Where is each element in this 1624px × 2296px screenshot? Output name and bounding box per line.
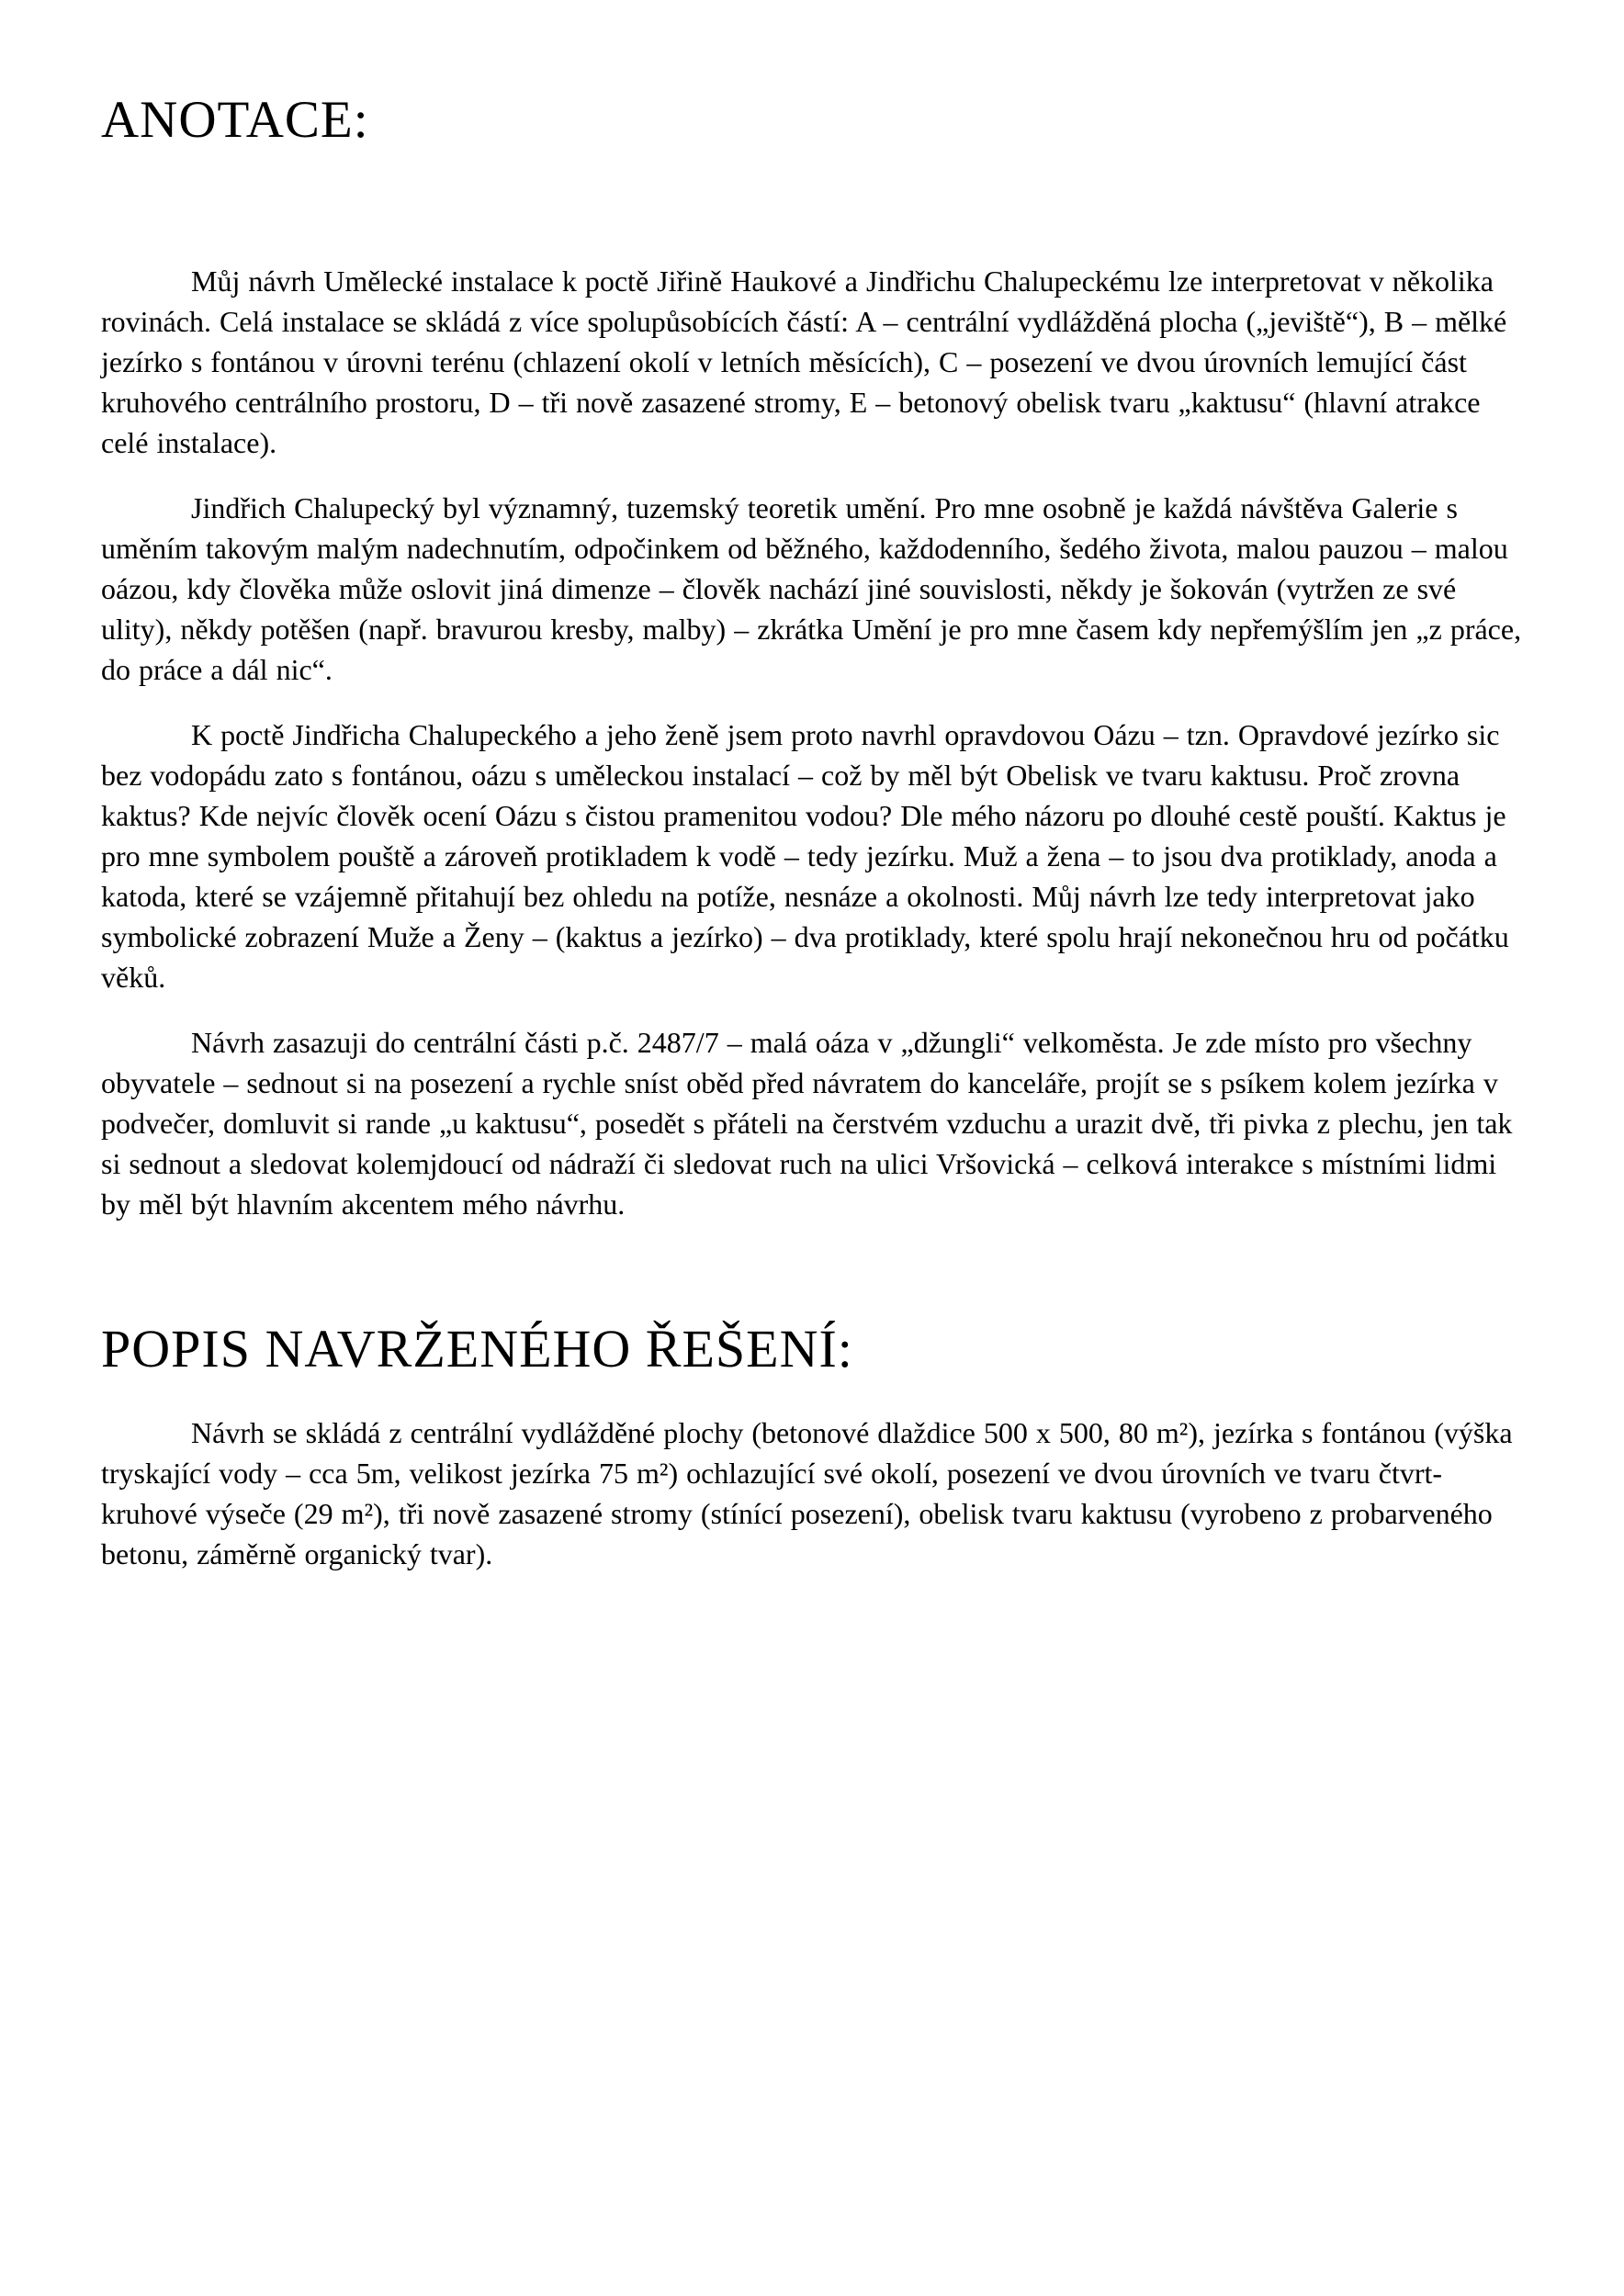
annotation-paragraph-4: Návrh zasazuji do centrální části p.č. 2487/7 – malá oáza v „džungli“ velkoměsta. Je zde místo pro všechny obyvatele – sednout si na posezení a rychle sníst oběd před návratem do kanceláře, projít se s psíkem kolem jezírka v podvečer, domluvit si rande „u kaktusu“, posedět s přáteli na čerstvém vzduchu a urazit dvě, tři pivka z plechu, jen tak si sednout a sledovat kolemjdoucí od nádraží či sledovat ruch na ulici Vršovická – celková interakce s místními lidmi by měl být hlavním akcentem mého návrhu. — [101, 1026, 1513, 1221]
solution-paragraph-1: Návrh se skládá z centrální vydlážděné plochy (betonové dlaždice 500 x 500, 80 m²), jezírka s fontánou (výška tryskající vody – cca 5m, velikost jezírka 75 m²) ochlazující své okolí, posezení ve dvou úrovních ve tvaru čtvrt-kruhové výseče (29 m²), tři nově zasazené stromy (stínící posezení), obelisk tvaru kaktusu (vyrobeno z probarveného betonu, záměrně organický tvar). — [101, 1416, 1513, 1570]
annotation-paragraph-1: Můj návrh Umělecké instalace k poctě Jiřině Haukové a Jindřichu Chalupeckému lze interpretovat v několika rovinách. Celá instalace se skládá z více spolupůsobících částí: A – centrální vydlážděná plocha („jeviště“), B – mělké jezírko s fontánou v úrovni terénu (chlazení okolí v letních měsících), C – posezení ve dvou úrovních lemující část kruhového centrálního prostoru, D – tři nově zasazené stromy, E – betonový obelisk tvaru „kaktusu“ (hlavní atrakce celé instalace). — [101, 264, 1507, 459]
annotation-paragraph-3: K poctě Jindřicha Chalupeckého a jeho ženě jsem proto navrhl opravdovou Oázu – tzn. Opravdové jezírko sic bez vodopádu zato s fontánou, oázu s uměleckou instalací – což by měl být Obelisk ve tvaru kaktusu. Proč zrovna kaktus? Kde nejvíc člověk ocení Oázu s čistou pramenitou vodou? Dle mého názoru po dlouhé cestě pouští. Kaktus je pro mne symbolem pouště a zároveň protikladem k vodě – tedy jezírku. Muž a žena – to jsou dva protiklady, anoda a katoda, které se vzájemně přitahují bez ohledu na potíže, nesnáze a okolnosti. Můj návrh lze tedy interpretovat jako symbolické zobrazení Muže a Ženy – (kaktus a jezírko) – dva protiklady, které spolu hrají nekonečnou hru od počátku věků. — [101, 718, 1509, 994]
document-content — [101, 0, 1525, 1574]
annotation-paragraph-2: Jindřich Chalupecký byl významný, tuzemský teoretik umění. Pro mne osobně je každá návštěva Galerie s uměním takovým malým nadechnutím, odpočinkem od běžného, každodenního, šedého života, malou pauzou – malou oázou, kdy člověka může oslovit jiná dimenze – člověk nachází jiné souvislosti, někdy je šokován (vytržen ze své ulity), někdy potěšen (např. bravurou kresby, malby) – zkrátka Umění je pro mne časem kdy nepřemýšlím jen „z práce, do práce a dál nic“. — [101, 491, 1522, 686]
solution-section-heading: POPIS NAVRŽENÉHO ŘEŠENÍ: — [101, 1319, 853, 1379]
page-title: ANOTACE: — [101, 91, 369, 149]
